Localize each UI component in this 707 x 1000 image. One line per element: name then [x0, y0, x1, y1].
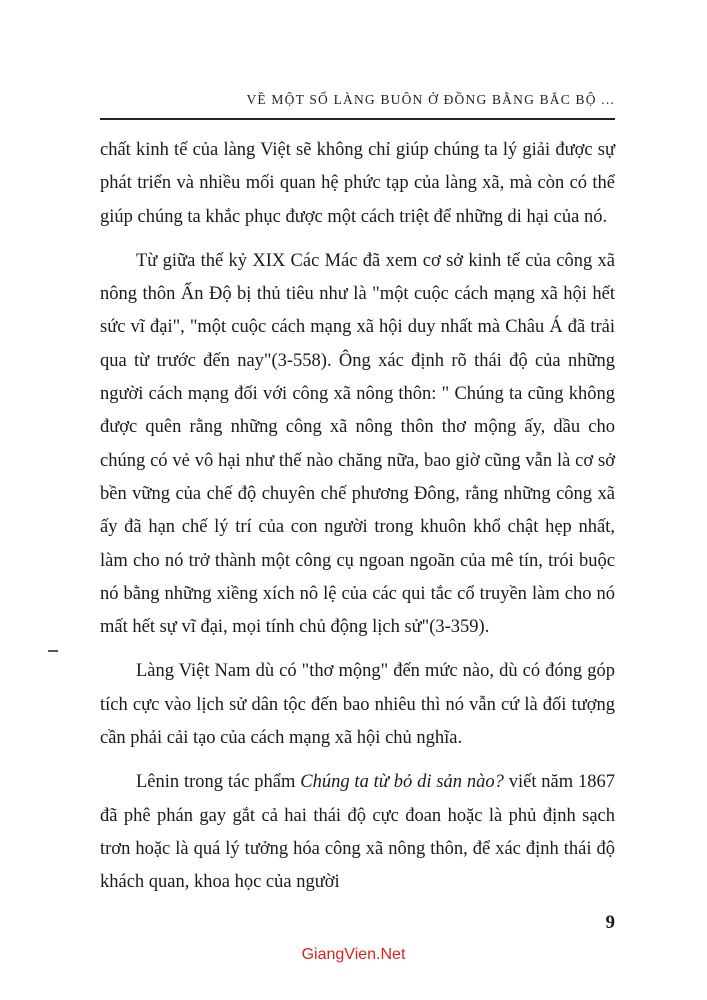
running-header: VỀ MỘT SỐ LÀNG BUÔN Ở ĐỒNG BẰNG BẮC BỘ ...: [246, 92, 615, 107]
paragraph-4: [100, 766, 615, 899]
paragraph-3: Làng Việt Nam dù có "thơ mộng" đến mức nào, dù có đóng góp tích cực vào lịch sử dân tộc đến bao nhiêu thì nó vẫn cứ là đối tượng cần phải cải tạo của cách mạng xã hội chủ nghĩa.: [100, 661, 615, 749]
paragraph-2: Từ giữa thế kỷ XIX Các Mác đã xem cơ sở kinh tế của công xã nông thôn Ấn Độ bị thủ tiêu như là "một cuộc cách mạng xã hội hết sức vĩ đại", "một cuộc cách mạng xã hội duy nhất mà Châu Á đã trải qua từ trước đến nay"(3-558). Ông xác định rõ thái độ của những người cách mạng đối với công xã nông thôn: " Chúng ta cũng không được quên rằng những công xã nông thôn thơ mộng ấy, dầu cho chúng có vẻ vô hại như thế nào chăng nữa, bao giờ cũng vẫn là cơ sở bền vững của chế độ chuyên chế phương Đông, rằng những công xã ấy đã hạn chế lý trí của con người trong khuôn khổ chật hẹp nhất, làm cho nó trở thành một công cụ ngoan ngoãn của mê tín, trói buộc nó bằng những xiềng xích nô lệ của các qui tắc cổ truyền làm cho nó mất hết sự vĩ đại, mọi tính chủ động lịch sử"(3-359).: [100, 250, 615, 638]
footer-watermark: GiangVien.Net: [301, 946, 406, 963]
page-body: [100, 134, 615, 900]
paragraph-4-rest: viết năm 1867 đã phê phán gay gắt cả hai thái độ cực đoan hoặc là phủ định sạch trơn hoặc là quá lý tưởng hóa công xã nông thôn, để xác định thái độ khách quan, khoa học của người: [100, 772, 615, 893]
header-rule: [100, 118, 615, 120]
paragraph-4-lead: Lênin trong tác phẩm: [136, 772, 301, 793]
margin-mark: [48, 650, 58, 652]
page-number: 9: [605, 912, 615, 933]
work-title: Chúng ta từ bỏ di sản nào?: [300, 772, 504, 793]
paragraph-1: chất kinh tế của làng Việt sẽ không chỉ giúp chúng ta lý giải được sự phát triển và nhiều mối quan hệ phức tạp của làng xã, mà còn có thể giúp chúng ta khắc phục được một cách triệt để những di hại của nó.: [100, 140, 615, 227]
